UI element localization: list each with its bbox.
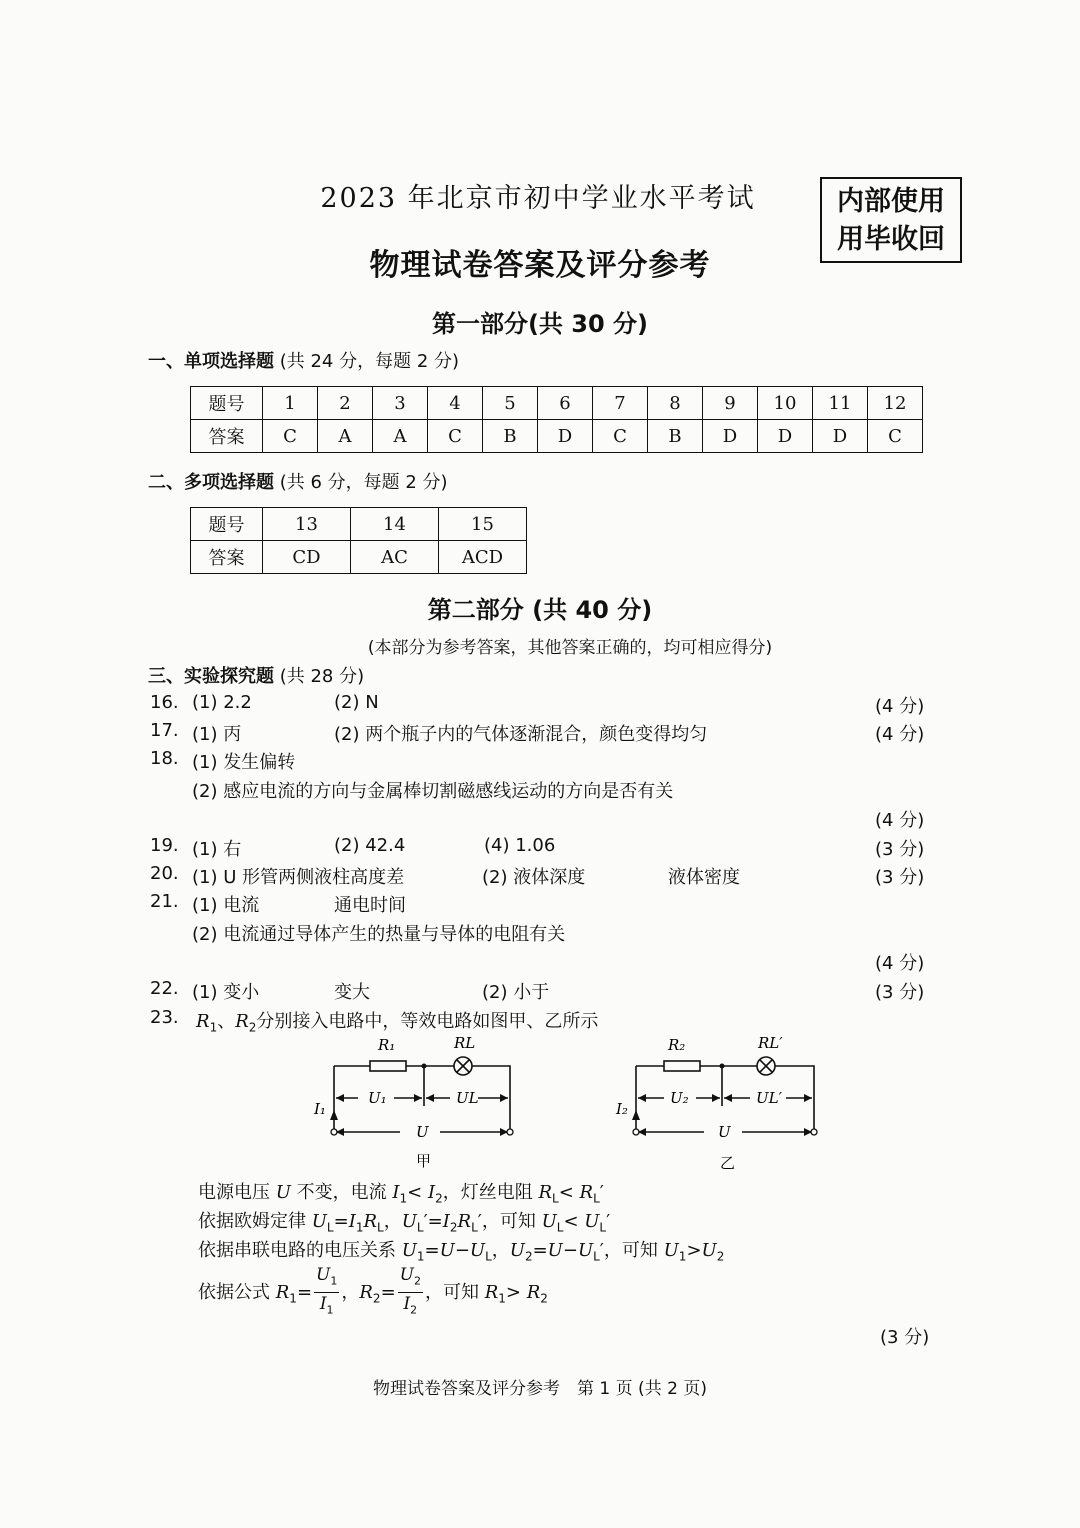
q16-number: 16. bbox=[150, 692, 179, 713]
q23-line-1-c: ，灯丝电阻 bbox=[442, 1182, 539, 1203]
q23-number: 23. bbox=[150, 1007, 179, 1028]
label-u2: U₂ bbox=[670, 1089, 689, 1107]
resistor-r2 bbox=[664, 1061, 700, 1071]
single-choice-table bbox=[190, 386, 923, 453]
row-header: 题号 bbox=[191, 508, 263, 541]
q18-score: (4 分) bbox=[875, 810, 925, 831]
answer-cell: ACD bbox=[439, 541, 527, 574]
question-number: 5 bbox=[483, 387, 538, 420]
label-i1: I₁ bbox=[314, 1100, 326, 1118]
circuit-diagram-a bbox=[310, 1030, 530, 1175]
q22-score: (3 分) bbox=[875, 982, 925, 1003]
part2-heading: 第二部分 (共 40 分) bbox=[427, 596, 653, 624]
table-row bbox=[191, 387, 923, 420]
q23-line-2-a: 依据欧姆定律 bbox=[198, 1211, 312, 1232]
q18-number: 18. bbox=[150, 748, 179, 769]
internal-use-stamp bbox=[820, 177, 962, 263]
q23-line-4-b: ，可知 bbox=[424, 1281, 485, 1303]
label-r2: R₂ bbox=[668, 1036, 686, 1054]
q23-line-1-a: 电源电压 bbox=[198, 1182, 276, 1203]
q17-score: (4 分) bbox=[875, 724, 925, 745]
q23-line-3-a: 依据串联电路的电压关系 bbox=[198, 1240, 402, 1261]
question-number: 7 bbox=[593, 387, 648, 420]
section3-label: 三、实验探究题 bbox=[148, 666, 274, 687]
label-rl-prime: RL′ bbox=[758, 1034, 783, 1052]
answer-cell: B bbox=[648, 420, 703, 453]
table-row bbox=[191, 541, 527, 574]
question-number: 6 bbox=[538, 387, 593, 420]
question-number: 2 bbox=[318, 387, 373, 420]
question-number: 9 bbox=[703, 387, 758, 420]
answer-cell: C bbox=[868, 420, 923, 453]
q20-answer-1: (1) U 形管两侧液柱高度差 bbox=[192, 867, 405, 888]
q23-line-4-a: 依据公式 bbox=[198, 1281, 276, 1303]
label-rl: RL bbox=[454, 1034, 476, 1052]
answer-cell: AC bbox=[351, 541, 439, 574]
answer-cell: A bbox=[373, 420, 428, 453]
q18-answer-1: (1) 发生偏转 bbox=[192, 752, 296, 773]
section1-label: 一、单项选择题 bbox=[148, 351, 274, 372]
question-number: 8 bbox=[648, 387, 703, 420]
row-header: 答案 bbox=[191, 541, 263, 574]
question-number: 4 bbox=[428, 387, 483, 420]
q21-score: (4 分) bbox=[875, 953, 925, 974]
fraction-u1-i1: $\frac{U_1}{I_1}$ bbox=[316, 1265, 338, 1317]
q23-line-3: 依据串联电路的电压关系 $U_1=U-U_L$，$U_2=U-U_L'$，可知 $U_1>U_2$ bbox=[198, 1240, 725, 1264]
part2-remark: (本部分为参考答案，其他答案正确的，均可相应得分) bbox=[367, 638, 773, 658]
question-number: 11 bbox=[813, 387, 868, 420]
answer-cell: D bbox=[758, 420, 813, 453]
answer-key-title: 物理试卷答案及评分参考 bbox=[369, 248, 711, 283]
caption-yi: 乙 bbox=[720, 1154, 736, 1172]
q22-answer-1b: 变大 bbox=[334, 982, 370, 1003]
q21-answer-2: (2) 电流通过导体产生的热量与导体的电阻有关 bbox=[192, 924, 566, 945]
q23-line-2-b: ，可知 bbox=[481, 1211, 542, 1232]
question-number: 15 bbox=[439, 508, 527, 541]
label-r1: R₁ bbox=[378, 1036, 396, 1054]
question-number: 12 bbox=[868, 387, 923, 420]
stamp-line-2: 用毕收回 bbox=[837, 224, 945, 255]
q19-score: (3 分) bbox=[875, 839, 925, 860]
q16-answer-2: (2) N bbox=[334, 692, 379, 713]
answer-cell: D bbox=[703, 420, 758, 453]
q20-answer-2: (2) 液体深度 bbox=[482, 867, 586, 888]
table-row bbox=[191, 508, 527, 541]
label-u1: U₁ bbox=[368, 1089, 387, 1107]
answer-cell: D bbox=[813, 420, 868, 453]
q20-answer-3: 液体密度 bbox=[668, 867, 740, 888]
label-i2: I₂ bbox=[616, 1100, 628, 1118]
q21-answer-1b: 通电时间 bbox=[334, 895, 406, 916]
q17-number: 17. bbox=[150, 720, 179, 741]
resistor-r1 bbox=[370, 1061, 406, 1071]
label-ul-prime: UL′ bbox=[756, 1089, 783, 1107]
q21-answer-1: (1) 电流 bbox=[192, 895, 260, 916]
q17-answer-1: (1) 丙 bbox=[192, 724, 242, 745]
answer-cell: D bbox=[538, 420, 593, 453]
q19-answer-1: (1) 右 bbox=[192, 839, 242, 860]
q20-score: (3 分) bbox=[875, 867, 925, 888]
answer-cell: C bbox=[263, 420, 318, 453]
stamp-line-1: 内部使用 bbox=[837, 186, 945, 217]
row-header: 答案 bbox=[191, 420, 263, 453]
q16-score: (4 分) bbox=[875, 696, 925, 717]
q23-intro-text: 分别接入电路中，等效电路如图甲、乙所示 bbox=[256, 1011, 599, 1032]
q23-intro: $R_1$、$R_2$分别接入电路中，等效电路如图甲、乙所示 bbox=[196, 1011, 599, 1035]
q23-line-1-b: 不变，电流 bbox=[290, 1182, 393, 1203]
q23-score: (3 分) bbox=[880, 1327, 930, 1348]
answer-cell: A bbox=[318, 420, 373, 453]
answer-cell: C bbox=[593, 420, 648, 453]
section3-heading bbox=[148, 662, 364, 688]
q21-number: 21. bbox=[150, 891, 179, 912]
question-number: 1 bbox=[263, 387, 318, 420]
q22-answer-2: (2) 小于 bbox=[482, 982, 550, 1003]
question-number: 13 bbox=[263, 508, 351, 541]
q19-answer-4: (4) 1.06 bbox=[484, 835, 556, 856]
label-u: U bbox=[416, 1123, 429, 1141]
answer-cell: B bbox=[483, 420, 538, 453]
question-number: 14 bbox=[351, 508, 439, 541]
row-header: 题号 bbox=[191, 387, 263, 420]
question-number: 10 bbox=[758, 387, 813, 420]
page-footer: 物理试卷答案及评分参考 第 1 页 (共 2 页) bbox=[373, 1379, 707, 1399]
section2-heading bbox=[148, 468, 448, 494]
section2-label: 二、多项选择题 bbox=[148, 472, 274, 493]
q23-line-2: 依据欧姆定律 $U_L=I_1R_L$，$U_L'=I_2R_L'$，可知 $U_L< U_L'$ bbox=[198, 1211, 611, 1235]
answer-cell: C bbox=[428, 420, 483, 453]
section2-note: (共 6 分，每题 2 分) bbox=[279, 472, 448, 493]
q17-answer-2: (2) 两个瓶子内的气体逐渐混合，颜色变得均匀 bbox=[334, 724, 708, 745]
q16-answer-1: (1) 2.2 bbox=[192, 692, 252, 713]
exam-title: 2023 年北京市初中学业水平考试 bbox=[320, 183, 756, 214]
q23-line-3-b: ，可知 bbox=[603, 1240, 664, 1261]
q22-number: 22. bbox=[150, 978, 179, 999]
label-ul: UL bbox=[456, 1089, 479, 1107]
circuit-diagram-b bbox=[612, 1030, 832, 1175]
q23-line-4: 依据公式 $R_1=$ $\frac{U_1}{I_1}$ ，$R_2=$ $\frac{U_2}{I_2}$ ，可知 $R_1> R_2$ bbox=[198, 1264, 548, 1322]
table-row bbox=[191, 420, 923, 453]
caption-jia: 甲 bbox=[416, 1152, 432, 1170]
q19-answer-2: (2) 42.4 bbox=[334, 835, 406, 856]
section1-note: (共 24 分，每题 2 分) bbox=[279, 351, 460, 372]
section3-note: (共 28 分) bbox=[279, 666, 365, 687]
multi-choice-table bbox=[190, 507, 527, 574]
question-number: 3 bbox=[373, 387, 428, 420]
q18-answer-2: (2) 感应电流的方向与金属棒切割磁感线运动的方向是否有关 bbox=[192, 781, 674, 802]
q20-number: 20. bbox=[150, 863, 179, 884]
label-u-b: U bbox=[718, 1123, 731, 1141]
q23-line-1: 电源电压 U 不变，电流 $I_1< I_2$，灯丝电阻 $R_L< R_L'$ bbox=[198, 1182, 604, 1206]
q22-answer-1: (1) 变小 bbox=[192, 982, 260, 1003]
part1-heading: 第一部分(共 30 分) bbox=[431, 310, 649, 338]
fraction-u2-i2: $\frac{U_2}{I_2}$ bbox=[399, 1265, 421, 1317]
section1-heading bbox=[148, 347, 459, 373]
q19-number: 19. bbox=[150, 835, 179, 856]
answer-cell: CD bbox=[263, 541, 351, 574]
